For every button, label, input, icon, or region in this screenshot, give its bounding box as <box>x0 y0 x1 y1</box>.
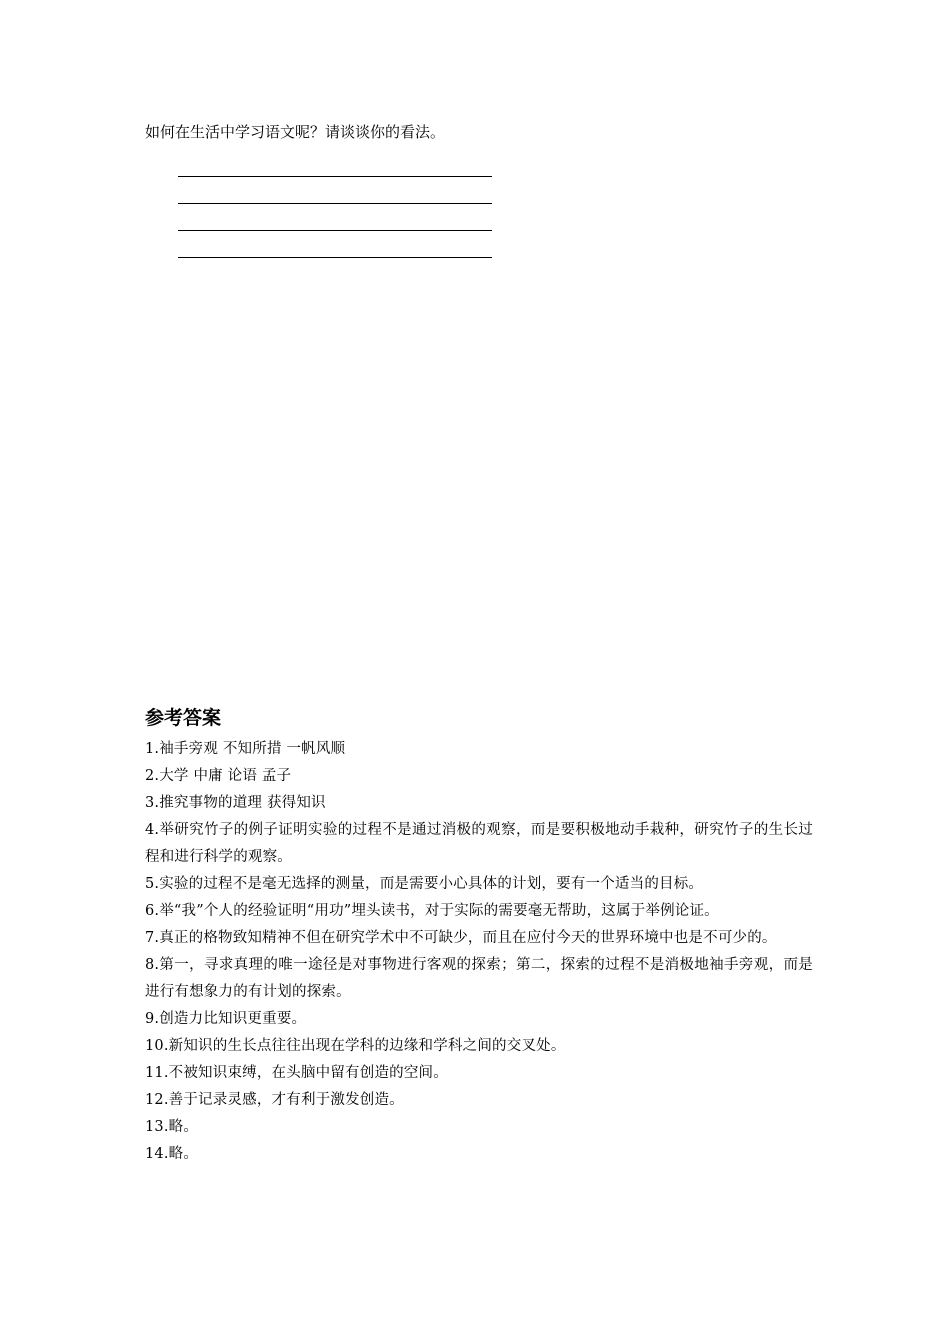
answers-title: 参考答案 <box>145 707 222 729</box>
answer-item-5: 5.实验的过程不是毫无选择的测量，而是需要小心具体的计划，要有一个适当的目标。 <box>145 876 704 892</box>
answer-item-6: 6.举“我”个人的经验证明“用功”埋头读书，对于实际的需要毫无帮助，这属于举例论证。 <box>145 903 719 919</box>
answer-blank-lines <box>178 150 492 258</box>
answer-item-2: 2.大学 中庸 论语 孟子 <box>145 768 292 784</box>
blank-line <box>178 204 492 231</box>
answer-item-9: 9.创造力比知识更重要。 <box>145 1011 307 1027</box>
answer-item-14: 14.略。 <box>145 1146 199 1162</box>
answer-item-11: 11.不被知识束缚，在头脑中留有创造的空间。 <box>145 1065 448 1081</box>
answers-list <box>145 736 813 1168</box>
blank-line <box>178 177 492 204</box>
blank-line <box>178 150 492 177</box>
question-text: 如何在生活中学习语文呢？请谈谈你的看法。 <box>145 123 446 141</box>
answer-item-12: 12.善于记录灵感，才有利于激发创造。 <box>145 1092 404 1108</box>
answer-item-4: 4.举研究竹子的例子证明实验的过程不是通过消极的观察，而是要积极地动手栽种，研究竹子的生长过程和进行科学的观察。 <box>145 822 813 865</box>
blank-line <box>178 231 492 258</box>
answer-item-3: 3.推究事物的道理 获得知识 <box>145 795 326 811</box>
answer-item-8: 8.第一，寻求真理的唯一途径是对事物进行客观的探索；第二，探索的过程不是消极地袖手旁观，而是进行有想象力的有计划的探索。 <box>145 957 813 1000</box>
answer-item-10: 10.新知识的生长点往往出现在学科的边缘和学科之间的交叉处。 <box>145 1038 566 1054</box>
answer-item-1: 1.袖手旁观 不知所措 一帆风顺 <box>145 741 346 757</box>
answer-item-7: 7.真正的格物致知精神不但在研究学术中不可缺少，而且在应付今天的世界环境中也是不可少的。 <box>145 930 777 946</box>
answer-item-13: 13.略。 <box>145 1119 199 1135</box>
